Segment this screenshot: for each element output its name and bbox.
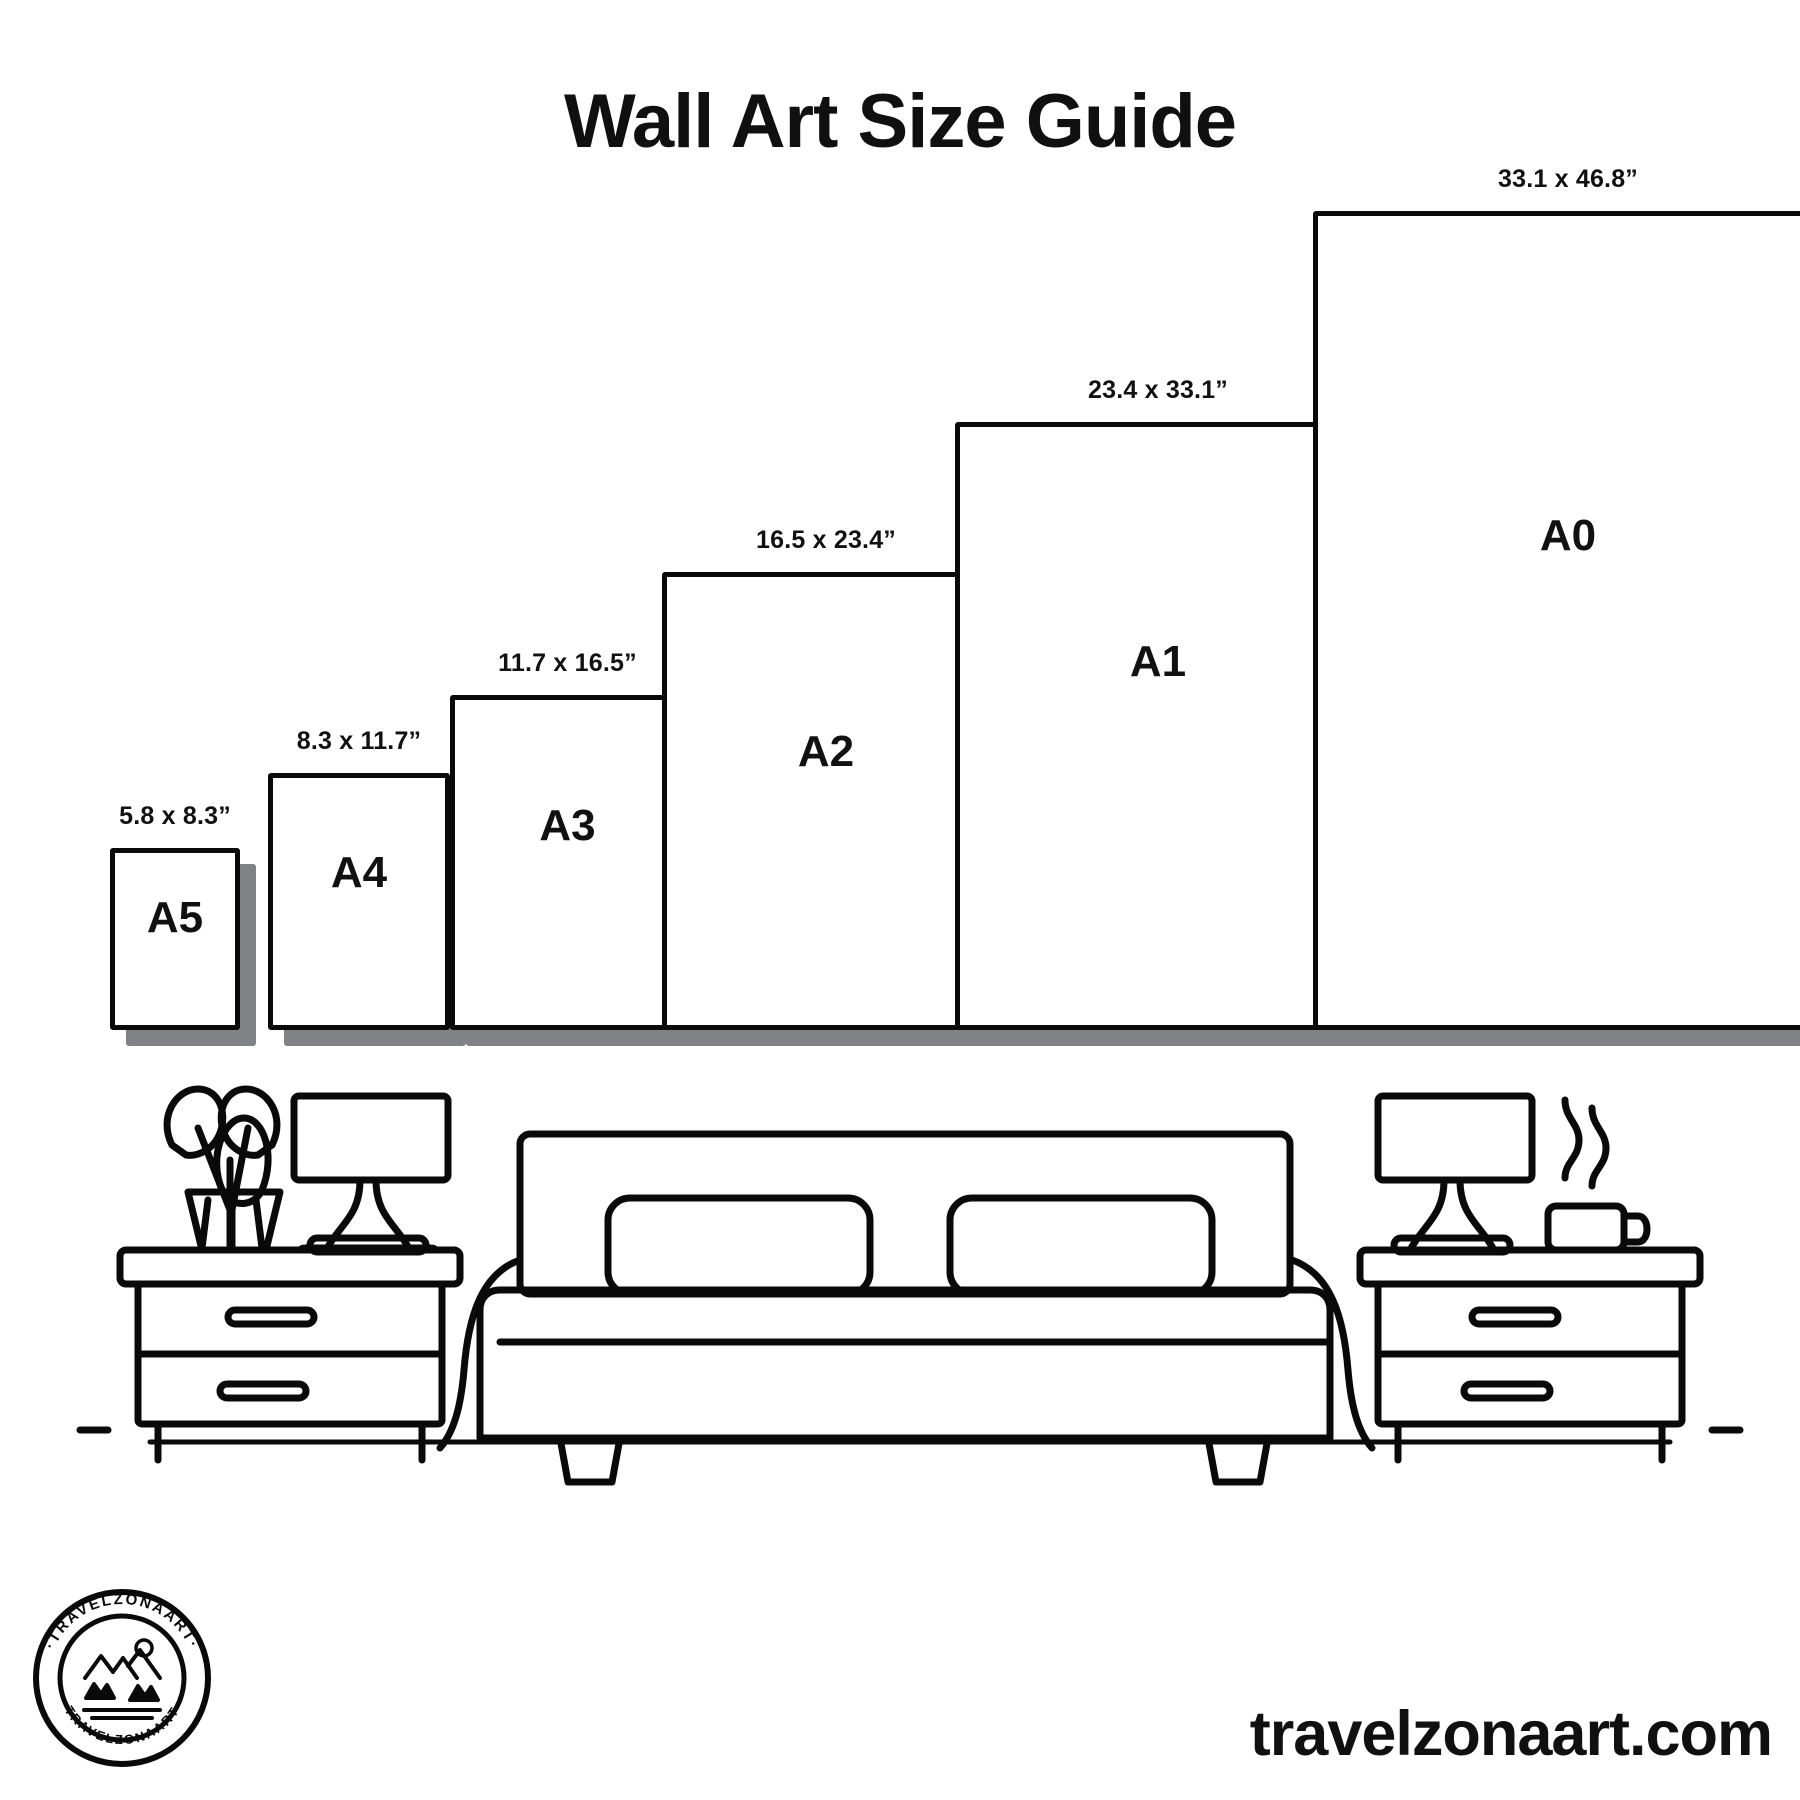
size-dimension-label: 5.8 x 8.3” (119, 802, 231, 830)
svg-text:·TRAVELZONAART· (41, 1591, 202, 1652)
frame-outline[interactable] (955, 422, 1361, 1030)
brand-logo (22, 1578, 222, 1778)
logo-arc-text-top: ·TRAVELZONAART· (41, 1590, 203, 1652)
coffee-cup (1530, 1100, 1647, 1250)
size-dimension-label: 23.4 x 33.1” (1087, 376, 1228, 404)
plant-vase (167, 1089, 280, 1250)
size-dimension-label: 16.5 x 23.4” (755, 526, 896, 554)
logo-arc-text-bottom: ·TRAVELZONAART· (58, 1698, 186, 1748)
size-dimension-label: 33.1 x 46.8” (1497, 165, 1638, 193)
frame-size-name: A0 (1539, 510, 1597, 560)
page-title: Wall Art Size Guide (563, 79, 1237, 164)
frame-size-name: A4 (330, 847, 388, 897)
left-table-lamp (294, 1096, 448, 1252)
frame-outline[interactable] (450, 695, 685, 1030)
size-dimension-label: 8.3 x 11.7” (296, 727, 422, 755)
frame-size-name: A3 (539, 801, 596, 850)
left-nightstand (120, 1250, 460, 1460)
website-url[interactable]: travelzonaart.com (1249, 1699, 1772, 1769)
frame-outline[interactable] (1313, 211, 1800, 1030)
frame-outline[interactable] (268, 773, 450, 1030)
size-frame-a4[interactable] (268, 170, 466, 1030)
frame-size-name: A2 (797, 727, 855, 777)
size-dimension-label: 11.7 x 16.5” (498, 649, 637, 677)
frame-size-name: A5 (146, 892, 204, 942)
right-table-lamp (1378, 1096, 1532, 1252)
frame-outline[interactable] (662, 572, 990, 1030)
size-frame-a5[interactable] (110, 170, 256, 1030)
bed (440, 1134, 1372, 1482)
svg-text:·TRAVELZONAART· (59, 1699, 186, 1747)
frame-size-name: A1 (1129, 637, 1187, 687)
size-frame-a0[interactable] (1313, 165, 1800, 1030)
right-nightstand (1360, 1250, 1700, 1460)
